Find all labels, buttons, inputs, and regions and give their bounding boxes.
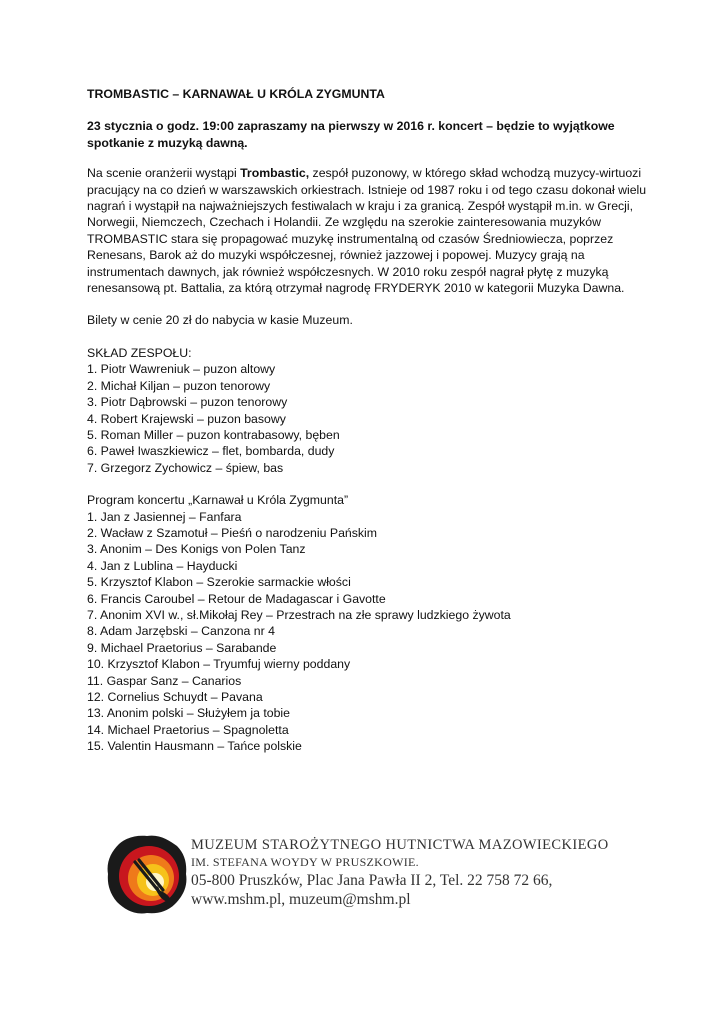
description-paragraph [87, 165, 647, 296]
list-item: 13. Anonim polski – Służyłem ja tobie [87, 706, 291, 721]
list-item: 2. Wacław z Szamotuł – Pieśń o narodzeniu Pańskim [87, 525, 378, 540]
list-item: 7. Grzegorz Zychowicz – śpiew, bas [87, 460, 284, 475]
program-heading: Program koncertu „Karnawał u Króla Zygmunta” [87, 493, 349, 508]
list-item: 10. Krzysztof Klabon – Tryumfuj wierny poddany [87, 657, 351, 672]
museum-name: MUZEUM STAROŻYTNEGO HUTNICTWA MAZOWIECKIEGO [191, 837, 609, 853]
list-item: 5. Krzysztof Klabon – Szerokie sarmackie włości [87, 575, 351, 590]
list-item: 4. Robert Krajewski – puzon basowy [87, 411, 286, 426]
list-item: 5. Roman Miller – puzon kontrabasowy, bęben [87, 427, 340, 442]
list-item: 4. Jan z Lublina – Hayducki [87, 558, 238, 573]
list-item: 7. Anonim XVI w., sł.Mikołaj Rey – Przestrach na złe sprawy ludzkiego żywota [87, 607, 511, 622]
list-item: 8. Adam Jarzębski – Canzona nr 4 [87, 624, 275, 639]
description-rest: zespół puzonowy, w którego skład wchodzą muzycy-wirtuozi pracujący na co dzień w warszawskich orkiestrach. Istnieje od 1987 roku i od tego czasu dokonał wielu nagrań i wystąpił na najważniejszych festiwalach w kraju i za granicą. Zespół wystąpił m.in. w Grecji, Norwegii, Niemczech, Czechach i Holandii. Ze względu na szerokie zainteresowania muzyków TROMBASTIC stara się propagować muzykę instrumentalną od czasów Średniowiecza, poprzez Renesans, Barok aż do muzyki współczesnej, również jazzowej i popowej. Muzycy grają na instrumentach dawnych, jak również współczesnych. W 2010 roku zespół nagrał płytę z muzyką renesansową pt. Battalia, za którą otrzymał nagrodę FRYDERYK 2010 w kategorii Muzyka Dawna. [87, 166, 647, 296]
list-item: 6. Paweł Iwaszkiewicz – flet, bombarda, dudy [87, 444, 335, 459]
museum-logo-icon [105, 832, 189, 916]
band-section [87, 345, 647, 476]
lead-paragraph: 23 stycznia o godz. 19:00 zapraszamy na pierwszy w 2016 r. koncert – będzie to wyjątkowe spotkanie z muzyką dawną. [87, 119, 615, 150]
program-section [87, 492, 647, 755]
museum-address-block [191, 836, 609, 909]
list-item: 12. Cornelius Schuydt – Pavana [87, 690, 263, 704]
document-body [87, 86, 647, 771]
band-member-list [87, 361, 647, 476]
document-title: TROMBASTIC – KARNAWAŁ U KRÓLA ZYGMUNTA [87, 87, 385, 101]
band-heading: SKŁAD ZESPOŁU: [87, 345, 192, 360]
list-item: 11. Gaspar Sanz – Canarios [87, 673, 242, 688]
list-item: 1. Piotr Wawreniuk – puzon altowy [87, 362, 276, 377]
list-item: 3. Anonim – Des Konigs von Polen Tanz [87, 542, 306, 557]
program-list [87, 509, 647, 755]
band-name: Trombastic, [240, 166, 310, 181]
list-item: 9. Michael Praetorius – Sarabande [87, 640, 277, 655]
museum-footer [105, 832, 665, 932]
museum-address: 05-800 Pruszków, Plac Jana Pawła II 2, Tel. 22 758 72 66, [191, 872, 553, 889]
description-start: Na scenie oranżerii wystąpi [87, 166, 241, 181]
list-item: 15. Valentin Hausmann – Tańce polskie [87, 739, 302, 754]
list-item: 6. Francis Caroubel – Retour de Madagascar i Gavotte [87, 591, 386, 606]
museum-contact: www.mshm.pl, muzeum@mshm.pl [191, 891, 411, 908]
list-item: 1. Jan z Jasiennej – Fanfara [87, 509, 242, 524]
tickets-info: Bilety w cenie 20 zł do nabycia w kasie Muzeum. [87, 313, 353, 328]
museum-patron: IM. STEFANA WOYDY W PRUSZKOWIE. [191, 855, 419, 869]
list-item: 14. Michael Praetorius – Spagnoletta [87, 722, 289, 737]
list-item: 3. Piotr Dąbrowski – puzon tenorowy [87, 395, 288, 410]
list-item: 2. Michał Kiljan – puzon tenorowy [87, 378, 271, 393]
